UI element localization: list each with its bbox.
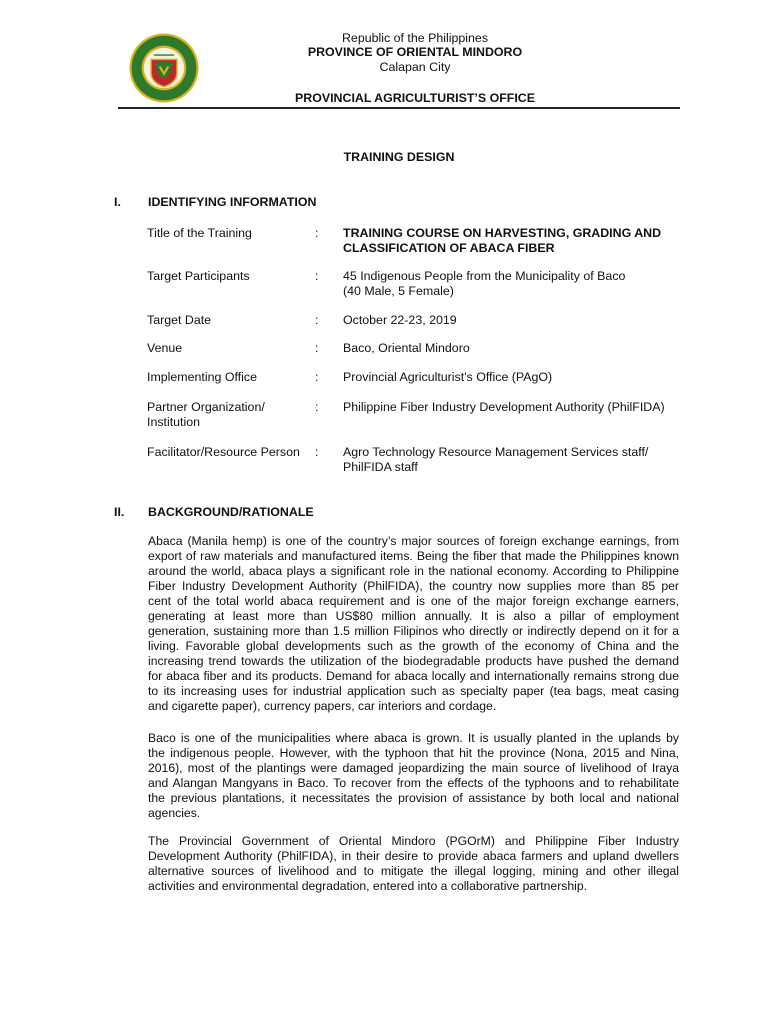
paragraph-line: living. Favorable global developments such as the growth of the economy of China and the bbox=[148, 639, 679, 653]
info-value bbox=[343, 226, 683, 256]
header-province: PROVINCE OF ORIENTAL MINDORO bbox=[307, 45, 523, 59]
info-value-line: October 22-23, 2019 bbox=[343, 313, 457, 327]
paragraph-line: generating at least more than US$80 million annually. It is also a pillar of employment bbox=[148, 609, 679, 623]
info-label-line: Partner Organization/ bbox=[147, 400, 265, 414]
paragraph bbox=[148, 534, 679, 714]
info-colon: : bbox=[315, 269, 319, 283]
info-value bbox=[343, 445, 683, 475]
info-value-line: Baco, Oriental Mindoro bbox=[343, 341, 470, 355]
paragraph-line: and Alangan Mangyans in Baco. To recover from the effects of the typhoons and to rehabilitate bbox=[148, 776, 679, 790]
info-label bbox=[147, 400, 307, 430]
info-value bbox=[343, 269, 683, 299]
paragraph-line: the indigenous people. However, with the typhoon that hit the province (Nona, 2015 and Nina, bbox=[148, 746, 679, 760]
paragraph bbox=[148, 731, 679, 821]
paragraph-line: Abaca (Manila hemp) is one of the country’s major sources of foreign exchange earnings, from bbox=[148, 534, 679, 548]
info-label: Facilitator/Resource Person bbox=[147, 445, 300, 459]
info-value-line: Agro Technology Resource Management Services staff/ bbox=[343, 445, 649, 459]
info-colon: : bbox=[315, 341, 319, 355]
paragraph-line: activities and environmental degradation, entered into a collaborative partnership. bbox=[148, 879, 588, 893]
paragraph bbox=[148, 834, 679, 894]
paragraph-line: export of raw materials and manufactured items. Being the fiber that made the Philippines known bbox=[148, 549, 679, 563]
paragraph-line: Fiber Industry Development Authority (PhilFIDA), the country now supplies more than 85 per bbox=[148, 579, 679, 593]
document-title: TRAINING DESIGN bbox=[343, 150, 455, 164]
info-colon: : bbox=[315, 226, 319, 240]
section-1-number: I. bbox=[114, 195, 121, 209]
info-value bbox=[343, 341, 683, 356]
info-value-line: Philippine Fiber Industry Development Authority (PhilFIDA) bbox=[343, 400, 665, 414]
info-value-line: (40 Male, 5 Female) bbox=[343, 284, 454, 298]
paragraph-line: 2016), most of the plantings were damaged jeopardizing the main source of livelihood of Iraya bbox=[148, 761, 679, 775]
paragraph-line: The Provincial Government of Oriental Mindoro (PGOrM) and Philippine Fiber Industry bbox=[148, 834, 679, 848]
info-label: Target Participants bbox=[147, 269, 250, 283]
info-value-line: CLASSIFICATION OF ABACA FIBER bbox=[343, 241, 555, 255]
section-2-number: II. bbox=[114, 505, 125, 519]
info-colon: : bbox=[315, 370, 319, 384]
info-label: Implementing Office bbox=[147, 370, 257, 384]
header-office: PROVINCIAL AGRICULTURIST’S OFFICE bbox=[294, 91, 535, 105]
paragraph-line: to its increasing uses for industrial application such as specialty paper (tea bags, meat casing bbox=[148, 684, 679, 698]
paragraph-line: increasing trend towards the utilization of the biodegradable products have pushed the demand bbox=[148, 654, 679, 668]
info-colon: : bbox=[315, 445, 319, 459]
paragraph-line: around the world, abaca plays a significant role in the national economy. According to Philippine bbox=[148, 564, 679, 578]
info-value-line: PhilFIDA staff bbox=[343, 460, 418, 474]
info-colon: : bbox=[315, 313, 319, 327]
paragraph-line: generation, sustaining more than 1.5 million Filipinos who directly or indirectly depend on it for a bbox=[148, 624, 679, 638]
paragraph-line: agencies. bbox=[148, 806, 201, 820]
paragraph-line: the previous plantations, it necessitates the provision of assistance by both local and national bbox=[148, 791, 679, 805]
provincial-seal-icon bbox=[128, 32, 200, 104]
section-2-title: BACKGROUND/RATIONALE bbox=[148, 505, 314, 519]
info-value bbox=[343, 370, 683, 385]
info-label: Venue bbox=[147, 341, 183, 355]
header-divider bbox=[118, 107, 680, 109]
paragraph-line: Baco is one of the municipalities where abaca is grown. It is usually planted in the uplands by bbox=[148, 731, 679, 745]
header-republic: Republic of the Philippines bbox=[341, 31, 489, 45]
paragraph-line: for abaca fiber and its products. Demand for abaca locally and internationally remains strong due bbox=[148, 669, 679, 683]
info-colon: : bbox=[315, 400, 319, 414]
paragraph-line: Development Authority (PhilFIDA), in their desire to provide abaca farmers and upland dwellers bbox=[148, 849, 679, 863]
info-label: Target Date bbox=[147, 313, 212, 327]
paragraph-line: cent of the total world abaca requirement and is one of the major foreign exchange earners, bbox=[148, 594, 679, 608]
info-label: Title of the Training bbox=[147, 226, 252, 240]
info-value bbox=[343, 313, 683, 328]
info-value-line: 45 Indigenous People from the Municipality of Baco bbox=[343, 269, 626, 283]
paragraph-line: alternative sources of livelihood and to mitigate the illegal logging, mining and other illegal bbox=[148, 864, 679, 878]
info-label-line: Institution bbox=[147, 415, 201, 429]
info-value bbox=[343, 400, 683, 415]
info-value-line: TRAINING COURSE ON HARVESTING, GRADING AND bbox=[343, 226, 662, 240]
paragraph-line: and cigarette paper), currency papers, car interiors and cordage. bbox=[148, 699, 497, 713]
info-value-line: Provincial Agriculturist's Office (PAgO) bbox=[343, 370, 553, 384]
section-1-title: IDENTIFYING INFORMATION bbox=[148, 195, 317, 209]
header-city: Calapan City bbox=[379, 60, 451, 74]
